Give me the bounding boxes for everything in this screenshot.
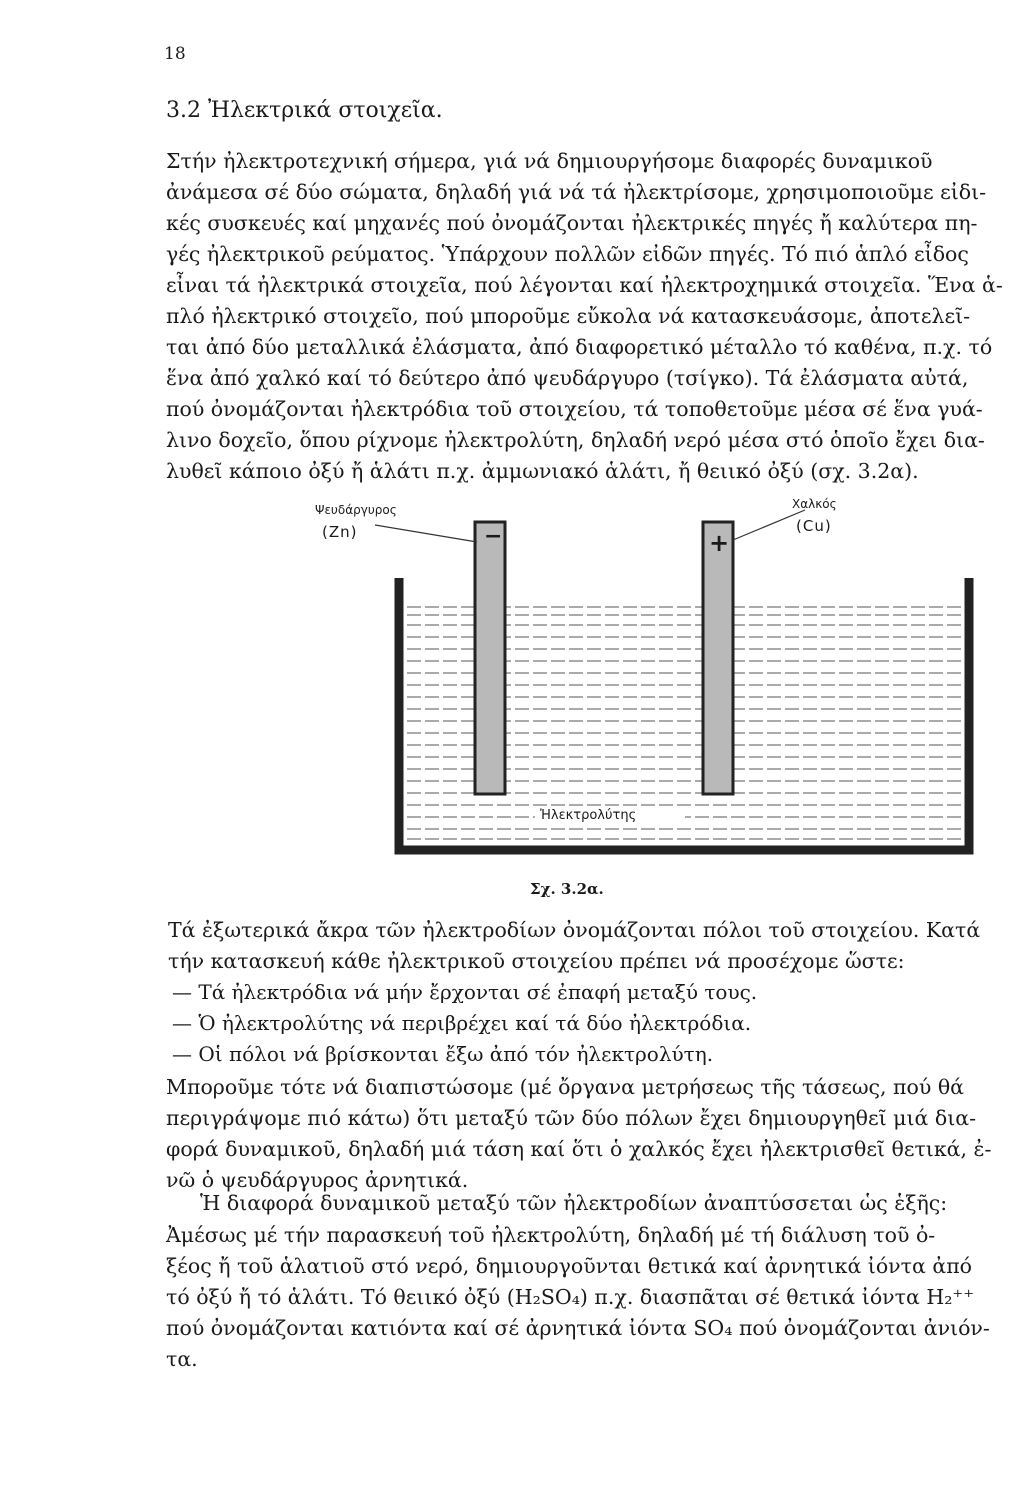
paragraph-potential — [166, 1072, 992, 1196]
text-line: τήν κατασκευή κάθε ἠλεκτρικοῦ στοιχείου πρέπει νά προσέχομε ὥστε: — [168, 949, 905, 973]
text-line: Μποροῦμε τότε νά διαπιστώσομε (μέ ὄργανα μετρήσεως τῆς τάσεως, πού θά — [166, 1075, 965, 1099]
text-line: πού ὀνομάζονται ἠλεκτρόδια τοῦ στοιχείου, τά τοποθετοῦμε μέσα σέ ἕνα γυά- — [166, 397, 983, 421]
text-line: Ἀμέσως μέ τήν παρασκευή τοῦ ἠλεκτρολύτη, δηλαδή μέ τή διάλυση τοῦ ὀ- — [166, 1223, 936, 1247]
list-item: — Τά ἠλεκτρόδια νά μήν ἔρχονται σέ ἐπαφή μεταξύ τους. — [172, 980, 758, 1004]
paragraph-ions — [166, 1220, 990, 1375]
zinc-electrode — [475, 522, 505, 794]
text-line: πλό ἠλεκτρικό στοιχεῖο, πού μποροῦμε εὔκολα νά κατασκευάσομε, ἀποτελεῖ- — [166, 304, 971, 328]
copper-symbol: (Cu) — [796, 517, 832, 535]
zinc-label: Ψευδάργυρος — [315, 503, 397, 517]
text-line: πού ὀνομάζονται κατιόντα καί σέ ἀρνητικά ἰόντα SO₄ πού ὀνομάζονται ἀνιόν- — [166, 1316, 990, 1340]
paragraph-intro — [166, 146, 1003, 487]
conditions-list — [172, 977, 757, 1070]
electrolyte-label: Ἠλεκτρολύτης — [540, 808, 637, 823]
text-line: γές ἠλεκτρικοῦ ρεύματος. Ὑπάρχουν πολλῶν εἰδῶν πηγές. Τό πιό ἁπλό εἶδος — [166, 242, 969, 266]
text-line: νῶ ὁ ψευδάργυρος ἀρνητικά. — [166, 1168, 469, 1192]
paragraph-poles — [168, 915, 981, 977]
text-line: ἀνάμεσα σέ δύο σώματα, δηλαδή γιά νά τά ἠλεκτρίσομε, χρησιμοποιοῦμε εἰδι- — [166, 180, 987, 204]
copper-label: Χαλκός — [792, 497, 837, 511]
zinc-symbol: (Zn) — [322, 523, 358, 541]
cell-diagram — [385, 500, 635, 860]
text-line: φορά δυναμικοῦ, δηλαδή μιά τάση καί ὅτι ὁ χαλκός ἔχει ἠλεκτρισθεῖ θετικά, ἐ- — [166, 1137, 992, 1161]
figure-caption: Σχ. 3.2α. — [530, 880, 604, 898]
list-item: — Οἱ πόλοι νά βρίσκονται ἔξω ἀπό τόν ἠλεκτρολύτη. — [172, 1042, 714, 1066]
page-number: 18 — [164, 44, 186, 64]
text-line: τα. — [166, 1347, 198, 1371]
text-line: περιγράψομε πιό κάτω) ὅτι μεταξύ τῶν δύο πόλων ἔχει δημιουργηθεῖ μιά δια- — [166, 1106, 977, 1130]
copper-electrode — [703, 522, 733, 794]
text-line: Τά ἐξωτερικά ἄκρα τῶν ἠλεκτροδίων ὀνομάζονται πόλοι τοῦ στοιχείου. Κατά — [168, 918, 981, 942]
paragraph-development — [200, 1188, 976, 1219]
section-title: 3.2 Ἠλεκτρικά στοιχεῖα. — [166, 98, 443, 123]
text-line: τό ὀξύ ἤ τό ἁλάτι. Τό θειικό ὀξύ (H₂SO₄) π.χ. διασπᾶται σέ θετικά ἰόντα H₂⁺⁺ — [166, 1285, 975, 1309]
text-line: Ἡ διαφορά δυναμικοῦ μεταξύ τῶν ἠλεκτροδίων ἀναπτύσσεται ὡς ἑξῆς: — [200, 1191, 948, 1215]
text-line: λινο δοχεῖο, ὅπου ρίχνομε ἠλεκτρολύτη, δηλαδή νερό μέσα στό ὁποῖο ἔχει δια- — [166, 428, 985, 452]
list-item: — Ὁ ἠλεκτρολύτης νά περιβρέχει καί τά δύο ἠλεκτρόδια. — [172, 1011, 752, 1035]
minus-sign: − — [484, 524, 503, 549]
plus-sign: + — [709, 529, 730, 557]
text-line: ἕνα ἀπό χαλκό καί τό δεύτερο ἀπό ψευδάργυρο (τσίγκο). Τά ἐλάσματα αὐτά, — [166, 366, 969, 390]
text-line: Στήν ἠλεκτροτεχνική σήμερα, γιά νά δημιουργήσομε διαφορές δυναμικοῦ — [166, 149, 933, 173]
text-line: εἶναι τά ἠλεκτρικά στοιχεῖα, πού λέγονται καί ἠλεκτροχημικά στοιχεῖα. Ἕνα ἁ- — [166, 273, 1003, 297]
text-line: λυθεῖ κάποιο ὀξύ ἤ ἁλάτι π.χ. ἀμμωνιακό ἁλάτι, ἤ θειικό ὀξύ (σχ. 3.2α). — [166, 459, 919, 483]
text-line: ξέος ἤ τοῦ ἁλατιοῦ στό νερό, δημιουργοῦνται θετικά καί ἀρνητικά ἰόντα ἀπό — [166, 1254, 973, 1278]
text-line: κές συσκευές καί μηχανές πού ὀνομάζονται ἠλεκτρικές πηγές ἤ καλύτερα πη- — [166, 211, 978, 235]
text-line: ται ἀπό δύο μεταλλικά ἐλάσματα, ἀπό διαφορετικό μέταλλο τό καθένα, π.χ. τό — [166, 335, 993, 359]
